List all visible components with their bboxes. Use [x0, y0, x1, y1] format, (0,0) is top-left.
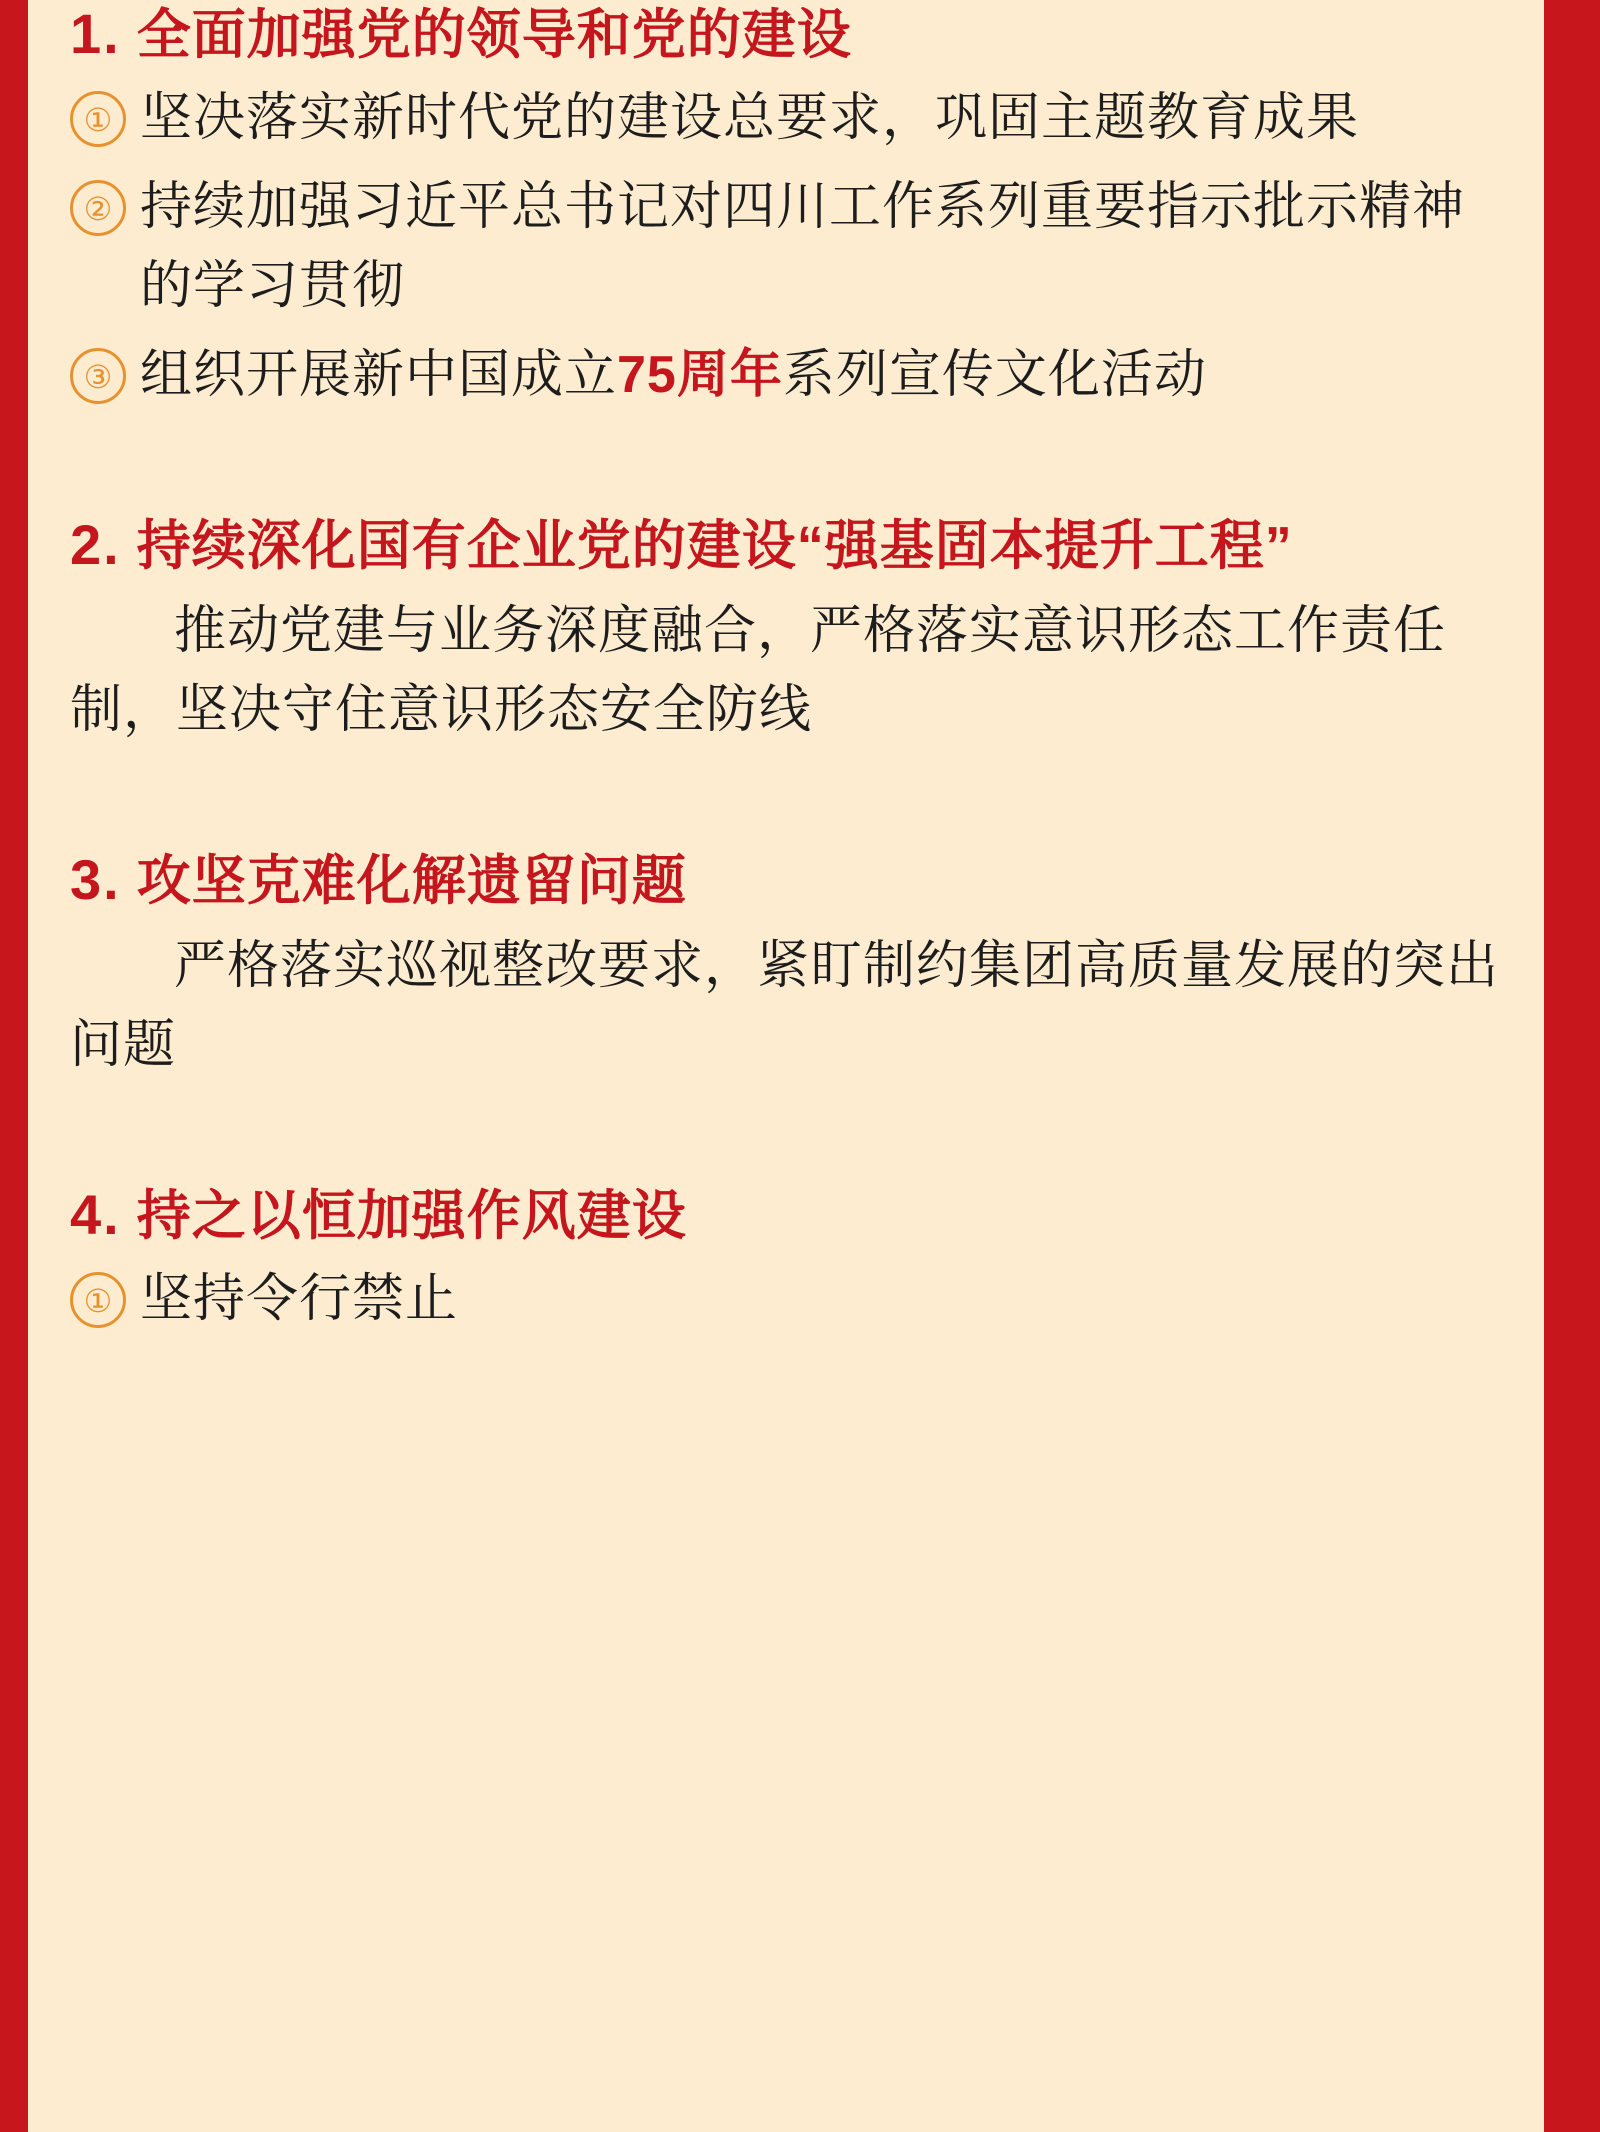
section-1 [70, 0, 1502, 415]
list-item-text: 持续加强习近平总书记对四川工作系列重要指示批示精神的学习贯彻 [140, 177, 1466, 315]
section-4-heading [70, 1181, 1502, 1250]
list-item-text: 坚持令行禁止 [140, 1269, 459, 1328]
section-2-title: 持续深化国有企业党的建设“强基固本提升工程” [136, 516, 1293, 576]
page-content [28, 0, 1544, 2132]
section-2-number: 2. [70, 513, 121, 576]
circled-number-icon: ③ [70, 348, 126, 404]
left-red-border [0, 0, 28, 2132]
section-2-heading [70, 511, 1502, 580]
section-4-number: 4. [70, 1182, 121, 1246]
list-item [70, 1260, 1502, 1339]
section-1-number: 1. [70, 2, 121, 65]
list-item [70, 168, 1502, 326]
section-3-title: 攻坚克难化解遗留问题 [136, 850, 687, 911]
list-item-text [140, 336, 1502, 415]
section-2 [70, 511, 1502, 750]
section-3-paragraph: 严格落实巡视整改要求，紧盯制约集团高质量发展的突出问题 [70, 936, 1500, 1074]
section-4 [70, 1181, 1502, 1339]
list-item-text-after: 系列宣传文化活动 [782, 345, 1207, 404]
section-4-title: 持之以恒加强作风建设 [136, 1185, 687, 1246]
section-3 [70, 846, 1502, 1085]
section-2-paragraph: 推动党建与业务深度融合，严格落实意识形态工作责任制，坚决守住意识形态安全防线 [70, 601, 1447, 739]
list-item [70, 336, 1502, 415]
section-1-heading [70, 0, 1502, 69]
section-3-number: 3. [70, 847, 121, 911]
right-red-border [1544, 0, 1600, 2132]
circled-number-icon: ① [70, 91, 126, 147]
section-1-title: 全面加强党的领导和党的建设 [136, 5, 852, 65]
list-item-text: 坚决落实新时代党的建设总要求，巩固主题教育成果 [140, 88, 1360, 147]
circled-number-icon: ① [70, 1272, 126, 1328]
circled-number-icon: ② [70, 180, 126, 236]
list-item-text-before: 组织开展新中国成立 [140, 345, 618, 404]
section-3-heading [70, 846, 1502, 915]
list-item [70, 79, 1502, 158]
highlight-75th-anniversary: 75周年 [617, 345, 783, 404]
